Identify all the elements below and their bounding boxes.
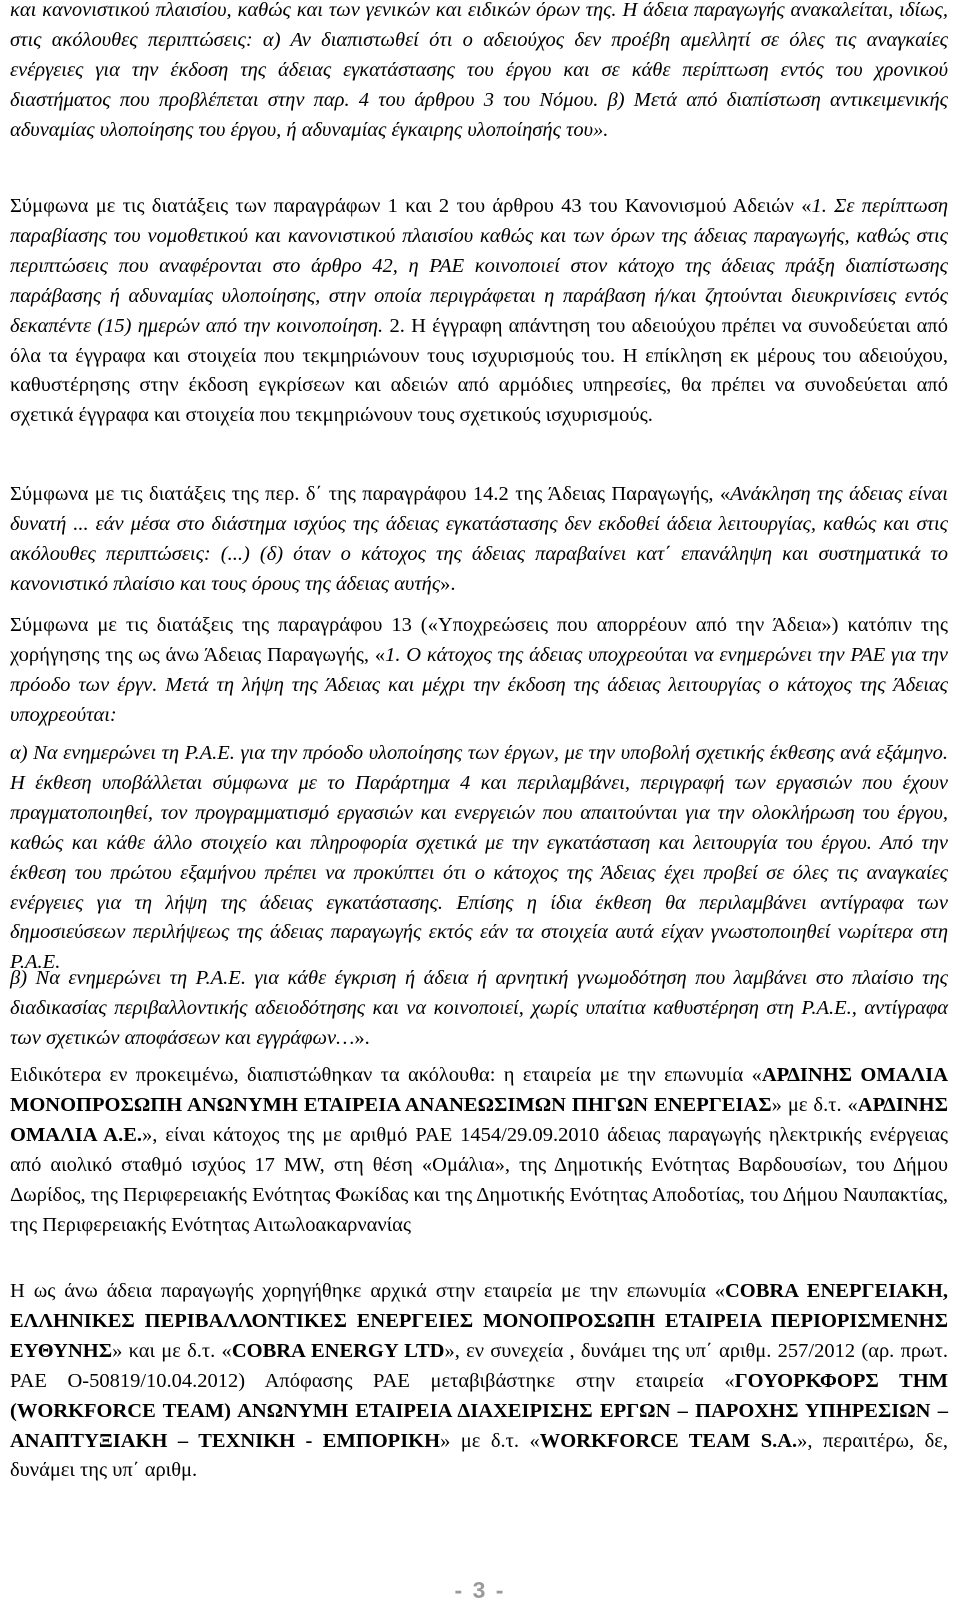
text-span-italic: 1. Ο κάτοχος της άδειας υποχρεούται να ενημερώνει την ΡΑΕ για την πρόοδο των έργν. Μετά τη λήψη της Άδειας και μέχρι την έκδοση της άδειας λειτουργίας ο κάτοχος της Άδειας υποχρεούται: — [10, 643, 948, 726]
text-span: Σύμφωνα με τις διατάξεις της παραγράφου 13 («Υποχρεώσεις που απορρέουν από την Άδεια») κατόπιν της χορήγησης της ως άνω Άδειας Παραγωγής, « — [10, 614, 948, 666]
text-span: », περαιτέρω, δε, δυνάμει της υπ΄ αριθμ. — [10, 1429, 948, 1482]
paragraph-8 — [10, 1277, 948, 1486]
paragraph-4 — [10, 611, 948, 731]
text-span: », εν συνεχεία , δυνάμει της υπ΄ αριθμ. 257/2012 (αρ. πρωτ. ΡΑΕ Ο-50819/10.04.2012) Απόφασης ΡΑΕ μεταβιβάστηκε στην εταιρεία « — [10, 1339, 949, 1392]
text-span-italic: β) Να ενημερώνει τη Ρ.Α.Ε. για κάθε έγκριση ή άδεια ή αρνητική γνωμοδότηση που λαμβάνει στο πλαίσιο της διαδικασίας περιβαλλοντικής αδειοδότησης και να κοινοποιεί, χωρίς υπαίτια καθυστέρηση στη Ρ.Α.Ε., αντίγραφα των σχετικών αποφάσεων και εγγράφων… — [10, 967, 948, 1049]
paragraph-2 — [10, 192, 948, 431]
text-span-italic: 1. Σε περίπτωση παραβίασης του νομοθετικού και κανονιστικού πλαισίου καθώς και των όρων της άδειας παραγωγής, καθώς στις περιπτώσεις που αναφέρονται στο άρθρο 42, η ΡΑΕ κοινοποιεί στον κάτοχο της άδειας πράξη διαπίστωσης παράβασης ή αδυναμίας υλοποίησης, στην οποία περιγράφεται η παράβαση ή/και ζητούνται διευκρινίσεις εντός δεκαπέντε (15) ημερών από την κοινοποίηση. — [10, 195, 948, 337]
text-span: » με δ.τ. « — [440, 1429, 540, 1452]
text-span: Σύμφωνα με τις διατάξεις της περ. δ΄ της παραγράφου 14.2 της Άδειας Παραγωγής, « — [10, 483, 731, 505]
paragraph-1 — [10, 0, 948, 146]
paragraph-5 — [10, 739, 948, 978]
company-trade-name: ΑΡΔΙΝΗΣ ΟΜΑΛΙΑ Α.Ε. — [10, 1093, 949, 1146]
company-trade-name: WORKFORCE TEAM S.A. — [539, 1429, 798, 1452]
text-span-italic: α) Να ενημερώνει τη Ρ.Α.Ε. για την πρόοδο υλοποίησης των έργων, με την υποβολή σχετικής έκθεσης ανά εξάμηνο. Η έκθεση υποβάλλεται σύμφωνα με το Παράρτημα 4 και περιλαμβάνει, περιγραφή των εργασιών που έχουν πραγματοποιηθεί, τον προγραμματισμό εργασιών και ενεργειών που απαιτούνται για την ολοκλήρωση του έργου, καθώς και κάθε άλλο στοιχείο και πληροφορία σχετικά με την εγκατάσταση και λειτουργία του έργου. Από την έκθεση του πρώτου εξαμήνου πρέπει να προκύπτει ότι ο κάτοχος της Άδειας έχει προβεί σε όλες τις αναγκαίες ενέργειες για τη λήψη της άδειας εγκατάστασης. Επίσης η ίδια έκθεση θα περιλαμβάνει αντίγραφα των δημοσιεύσεων περιλήψεως της άδειας παραγωγής εκτός εάν τα στοιχεία αυτά είχαν γνωστοποιηθεί νωρίτερα στη Ρ.Α.Ε. — [10, 742, 948, 974]
text-span: Σύμφωνα με τις διατάξεις των παραγράφων 1 και 2 του άρθρου 43 του Κανονισμού Αδειών « — [10, 195, 812, 217]
text-span: Η ως άνω άδεια παραγωγής χορηγήθηκε αρχικά στην εταιρεία με την επωνυμία « — [10, 1280, 725, 1302]
company-name: ΓΟΥΟΡΚΦΟΡΣ ΤΗΜ (WORKFORCE TEAM) ΑΝΩΝΥΜΗ ΕΤΑΙΡΕΙΑ ΔΙΑΧΕΙΡΙΣΗΣ ΕΡΓΩΝ – ΠΑΡΟΧΗΣ ΥΠΗΡΕΣΙΩΝ –ΑΝΑΠΤΥΞΙΑΚΗ – ΤΕΧΝΙΚΗ - ΕΜΠΟΡΙΚΗ — [10, 1369, 948, 1452]
page-number: - 3 - — [454, 1577, 506, 1603]
text-span: » με δ.τ. « — [771, 1093, 858, 1116]
company-name: COBRA ΕΝΕΡΓΕΙΑΚΗ, ΕΛΛΗΝΙΚΕΣ ΠΕΡΙΒΑΛΛΟΝΤΙΚΕΣ ΕΝΕΡΓΕΙΕΣ ΜΟΝΟΠΡΟΣΩΠΗ ΕΤΑΙΡΕΙΑ ΠΕΡΙΟΡΙΣΜΕΝΗΣ ΕΥΘΥΝΗΣ — [10, 1280, 948, 1362]
text-span: 2. Η έγγραφη απάντηση του αδειούχου πρέπει να συνοδεύεται από όλα τα έγγραφα και στοιχεία που τεκμηριώνουν τους ισχυρισμούς του. Η επίκληση εκ μέρους του αδειούχου, καθυστέρησης στην έκδοση εγκρίσεων και αδειών από αρμόδιες υπηρεσίες, θα πρέπει να συνοδεύεται από σχετικά έγγραφα και στοιχεία που τεκμηριώνουν τους σχετικούς ισχυρισμούς. — [10, 314, 948, 427]
text-span: και κανονιστικού πλαισίου, καθώς και των γενικών και ειδικών όρων της. Η άδεια παραγωγής ανακαλείται, ιδίως, στις ακόλουθες περιπτώσεις: α) Αν διαπιστωθεί ότι ο αδειούχος δεν προέβη αμελλητί σε όλες τις αναγκαίες ενέργειες για την έκδοση της άδειας εγκατάστασης του έργου και σε κάθε περίπτωση εντός του χρονικού διαστήματος που προβλέπεται στην παρ. 4 του άρθρου 3 του Νόμου. β) Μετά από διαπίστωση αντικειμενικής αδυναμίας υλοποίησης του έργου, ή αδυναμίας έγκαιρης υλοποίησής του». — [10, 0, 948, 141]
text-span: ». — [440, 572, 456, 595]
paragraph-7 — [10, 1061, 948, 1240]
paragraph-6 — [10, 964, 948, 1054]
company-name: ΑΡΔΙΝΗΣ ΟΜΑΛΙΑ ΜΟΝΟΠΡΟΣΩΠΗ ΑΝΩΝΥΜΗ ΕΤΑΙΡΕΙΑ ΑΝΑΝΕΩΣΙΜΩΝ ΠΗΓΩΝ ΕΝΕΡΓΕΙΑΣ — [10, 1064, 949, 1116]
paragraph-3 — [10, 480, 948, 600]
text-span: ». — [354, 1026, 370, 1049]
text-span: », είναι κάτοχος της με αριθμό ΡΑΕ 1454/29.09.2010 άδειας παραγωγής ηλεκτρικής ενέργειας από αιολικό σταθμό ισχύος 17 MW, στη θέση «Ομάλια», της Δημοτικής Ενότητας Βαρδουσίων, του Δήμου Δωρίδος, της Περιφερειακής Ενότητας Φωκίδας και της Δημοτικής Ενότητας Αποδοτίας, του Δήμου Ναυπακτίας, της Περιφερειακής Ενότητας Αιτωλοακαρνανίας — [10, 1123, 948, 1236]
company-trade-name: COBRA ENERGY LTD — [231, 1339, 445, 1362]
text-span-italic: Ανάκληση της άδειας είναι δυνατή ... εάν μέσα στο διάστημα ισχύος της άδειας εγκατάστασης δεν εκδοθεί άδεια λειτουργίας, καθώς και στις ακόλουθες περιπτώσεις: (...) (δ) όταν ο κάτοχος της άδειας παραβαίνει κατ΄ επανάληψη και συστηματικά το κανονιστικό πλαίσιο και τους όρους της άδειας αυτής — [10, 483, 948, 595]
text-span: Ειδικότερα εν προκειμένω, διαπιστώθηκαν τα ακόλουθα: η εταιρεία με την επωνυμία « — [10, 1064, 762, 1086]
text-span: » και με δ.τ. « — [112, 1339, 232, 1362]
